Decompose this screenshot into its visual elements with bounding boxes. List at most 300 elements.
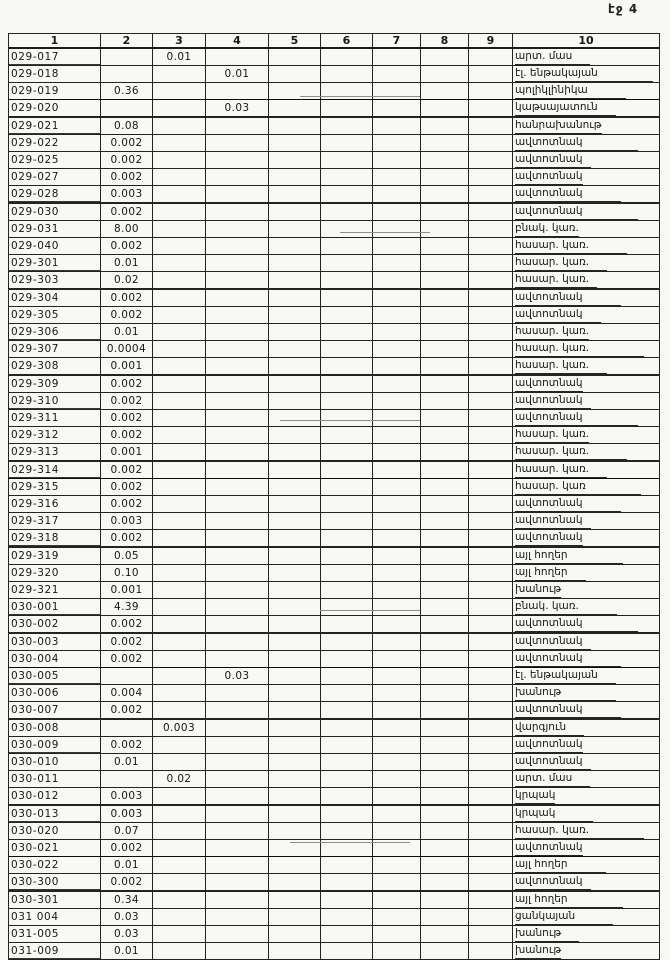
value-col4-cell [206, 788, 269, 806]
table-row [9, 909, 660, 926]
value-col2-cell: 0.03 [101, 909, 153, 926]
land-use-cell [513, 289, 660, 307]
empty-cell [269, 444, 321, 462]
empty-cell [373, 324, 421, 341]
land-use-cell [513, 754, 660, 771]
value-col3-cell [153, 909, 206, 926]
value-col3-cell [153, 307, 206, 324]
land-use-text: խանութ [515, 943, 561, 959]
land-use-cell [513, 48, 660, 66]
value-col3-cell [153, 702, 206, 720]
empty-cell [373, 633, 421, 651]
value-col4-cell [206, 737, 269, 754]
empty-cell [321, 616, 373, 634]
empty-cell [321, 410, 373, 427]
value-col4-cell [206, 307, 269, 324]
empty-cell [321, 238, 373, 255]
table-row [9, 513, 660, 530]
land-use-cell [513, 410, 660, 427]
table-row [9, 410, 660, 427]
value-col2-cell: 0.002 [101, 289, 153, 307]
land-use-cell [513, 823, 660, 840]
parcel-code-cell: 029-319 [9, 547, 101, 565]
land-use-cell [513, 651, 660, 668]
empty-cell [421, 788, 469, 806]
table-row [9, 169, 660, 186]
table-row [9, 823, 660, 840]
empty-cell [373, 547, 421, 565]
value-col3-cell [153, 152, 206, 169]
empty-cell [373, 582, 421, 599]
empty-cell [269, 685, 321, 702]
table-row [9, 805, 660, 823]
value-col4-cell [206, 771, 269, 788]
value-col4-cell [206, 444, 269, 462]
value-col3-cell [153, 169, 206, 186]
empty-cell [373, 375, 421, 393]
value-col3-cell [153, 685, 206, 702]
table-row [9, 238, 660, 255]
empty-cell [269, 307, 321, 324]
column-header: 5 [269, 34, 321, 49]
empty-cell [421, 633, 469, 651]
empty-cell [421, 203, 469, 221]
value-col3-cell [153, 272, 206, 290]
empty-cell [321, 857, 373, 874]
value-col2-cell: 0.003 [101, 186, 153, 204]
empty-cell [469, 341, 513, 358]
value-col3-cell [153, 599, 206, 616]
empty-cell [469, 169, 513, 186]
land-use-text: բնակ. կառ. [515, 599, 617, 615]
empty-cell [373, 737, 421, 754]
empty-cell [321, 788, 373, 806]
empty-cell [321, 479, 373, 496]
empty-cell [373, 891, 421, 909]
value-col2-cell: 0.001 [101, 444, 153, 462]
value-col2-cell: 0.002 [101, 307, 153, 324]
land-use-cell [513, 341, 660, 358]
empty-cell [269, 221, 321, 238]
empty-cell [269, 186, 321, 204]
value-col3-cell [153, 651, 206, 668]
parcel-code-cell: 029-309 [9, 375, 101, 393]
empty-cell [421, 943, 469, 960]
empty-cell [421, 307, 469, 324]
empty-cell [469, 135, 513, 152]
empty-cell [373, 874, 421, 892]
empty-cell [373, 289, 421, 307]
value-col3-cell [153, 823, 206, 840]
empty-cell [469, 530, 513, 548]
value-col3-cell [153, 840, 206, 857]
parcel-code-cell: 030-009 [9, 737, 101, 754]
land-use-cell [513, 788, 660, 806]
value-col4-cell [206, 375, 269, 393]
empty-cell [269, 633, 321, 651]
parcel-code-cell: 031-005 [9, 926, 101, 943]
empty-cell [373, 788, 421, 806]
empty-cell [469, 891, 513, 909]
parcel-code-cell: 029-301 [9, 255, 101, 272]
land-use-cell [513, 530, 660, 548]
empty-cell [421, 66, 469, 83]
land-use-text: այլ հողեր [515, 548, 623, 564]
empty-cell [469, 668, 513, 685]
value-col3-cell: 0.003 [153, 719, 206, 737]
land-use-text: հասար. կառ. [515, 358, 607, 374]
empty-cell [469, 393, 513, 410]
value-col4-cell [206, 186, 269, 204]
empty-cell [421, 513, 469, 530]
land-use-cell [513, 943, 660, 960]
empty-cell [321, 48, 373, 66]
empty-cell [421, 685, 469, 702]
land-use-text: կրպակ [515, 806, 593, 822]
value-col2-cell: 0.03 [101, 926, 153, 943]
empty-cell [373, 135, 421, 152]
land-use-text: ավտոտնակ [515, 496, 621, 512]
value-col2-cell: 0.10 [101, 565, 153, 582]
parcel-code-cell: 030-010 [9, 754, 101, 771]
value-col4-cell [206, 616, 269, 634]
empty-cell [469, 83, 513, 100]
empty-cell [469, 307, 513, 324]
empty-cell [269, 238, 321, 255]
empty-cell [421, 117, 469, 135]
land-use-text: ավտոտնակ [515, 634, 591, 650]
scan-artifact [320, 610, 420, 611]
parcel-code-cell: 029-022 [9, 135, 101, 152]
value-col2-cell: 0.002 [101, 135, 153, 152]
value-col2-cell: 0.01 [101, 754, 153, 771]
empty-cell [469, 599, 513, 616]
value-col3-cell [153, 255, 206, 272]
empty-cell [373, 719, 421, 737]
empty-cell [469, 685, 513, 702]
land-use-cell [513, 891, 660, 909]
empty-cell [269, 582, 321, 599]
column-header: 7 [373, 34, 421, 49]
cadastre-table [8, 33, 660, 960]
table-row [9, 719, 660, 737]
empty-cell [321, 461, 373, 479]
value-col4-cell [206, 203, 269, 221]
land-use-text: ավտոտնակ [515, 393, 591, 409]
parcel-code-cell: 030-005 [9, 668, 101, 685]
page-number-label: էջ 4 [608, 2, 639, 16]
parcel-code-cell: 029-316 [9, 496, 101, 513]
empty-cell [269, 891, 321, 909]
value-col3-cell [153, 83, 206, 100]
value-col3-cell [153, 616, 206, 634]
land-use-cell [513, 324, 660, 341]
parcel-code-cell: 029-307 [9, 341, 101, 358]
value-col4-cell [206, 651, 269, 668]
land-use-text: հասար. կառ. [515, 341, 644, 357]
empty-cell [469, 48, 513, 66]
empty-cell [269, 461, 321, 479]
value-col3-cell [153, 238, 206, 255]
empty-cell [469, 221, 513, 238]
value-col4-cell [206, 135, 269, 152]
land-use-cell [513, 169, 660, 186]
land-use-text: ավտոտնակ [515, 702, 621, 718]
land-use-cell [513, 117, 660, 135]
empty-cell [321, 771, 373, 788]
column-header: 1 [9, 34, 101, 49]
land-use-cell [513, 135, 660, 152]
parcel-code-cell: 030-022 [9, 857, 101, 874]
empty-cell [269, 169, 321, 186]
empty-cell [269, 255, 321, 272]
table-row [9, 117, 660, 135]
scan-artifact [290, 842, 410, 843]
land-use-text: ավտոտնակ [515, 152, 591, 168]
empty-cell [421, 547, 469, 565]
value-col3-cell [153, 341, 206, 358]
empty-cell [469, 805, 513, 823]
empty-cell [421, 702, 469, 720]
value-col2-cell: 0.002 [101, 737, 153, 754]
value-col2-cell [101, 719, 153, 737]
value-col3-cell [153, 479, 206, 496]
land-use-cell [513, 582, 660, 599]
land-use-text: հասար. կառ. [515, 238, 627, 254]
empty-cell [469, 547, 513, 565]
empty-cell [469, 117, 513, 135]
value-col4-cell: 0.01 [206, 66, 269, 83]
parcel-code-cell: 030-006 [9, 685, 101, 702]
parcel-code-cell: 029-318 [9, 530, 101, 548]
empty-cell [421, 771, 469, 788]
value-col3-cell [153, 805, 206, 823]
empty-cell [373, 685, 421, 702]
table-row [9, 926, 660, 943]
land-use-text: խանութ [515, 926, 579, 942]
empty-cell [321, 117, 373, 135]
empty-cell [321, 375, 373, 393]
empty-cell [421, 255, 469, 272]
value-col4-cell [206, 393, 269, 410]
value-col4-cell [206, 358, 269, 376]
empty-cell [421, 100, 469, 118]
empty-cell [421, 479, 469, 496]
table-row [9, 100, 660, 118]
value-col2-cell: 0.002 [101, 633, 153, 651]
value-col2-cell: 0.002 [101, 375, 153, 393]
land-use-text: արտ. մաս [515, 771, 590, 787]
value-col3-cell [153, 410, 206, 427]
empty-cell [469, 651, 513, 668]
empty-cell [421, 444, 469, 462]
empty-cell [469, 375, 513, 393]
land-use-text: ավտոտնակ [515, 651, 621, 667]
land-use-cell [513, 702, 660, 720]
land-use-text: խանութ [515, 685, 616, 701]
value-col4-cell [206, 496, 269, 513]
empty-cell [321, 909, 373, 926]
value-col4-cell [206, 874, 269, 892]
land-use-text: հասար. կառ. [515, 427, 589, 443]
empty-cell [269, 375, 321, 393]
empty-cell [321, 668, 373, 685]
land-use-cell [513, 737, 660, 754]
empty-cell [321, 513, 373, 530]
empty-cell [421, 823, 469, 840]
land-use-text: էլ. ենթակայան [515, 668, 616, 684]
value-col4-cell [206, 943, 269, 960]
land-use-text: հասար. կառ [515, 479, 641, 495]
empty-cell [469, 66, 513, 83]
empty-cell [373, 496, 421, 513]
value-col2-cell: 0.002 [101, 616, 153, 634]
value-col3-cell [153, 565, 206, 582]
empty-cell [321, 100, 373, 118]
table-row [9, 341, 660, 358]
value-col4-cell [206, 599, 269, 616]
land-use-cell [513, 203, 660, 221]
empty-cell [469, 186, 513, 204]
empty-cell [321, 324, 373, 341]
empty-cell [469, 289, 513, 307]
value-col2-cell: 4.39 [101, 599, 153, 616]
value-col2-cell: 0.002 [101, 410, 153, 427]
value-col4-cell [206, 169, 269, 186]
value-col4-cell [206, 324, 269, 341]
land-use-cell [513, 513, 660, 530]
value-col2-cell: 0.002 [101, 840, 153, 857]
empty-cell [469, 737, 513, 754]
land-use-cell [513, 444, 660, 462]
empty-cell [269, 117, 321, 135]
empty-cell [321, 152, 373, 169]
empty-cell [321, 582, 373, 599]
empty-cell [421, 668, 469, 685]
land-use-cell [513, 272, 660, 290]
empty-cell [269, 341, 321, 358]
empty-cell [373, 427, 421, 444]
land-use-cell [513, 221, 660, 238]
column-header: 2 [101, 34, 153, 49]
empty-cell [373, 272, 421, 290]
table-row [9, 685, 660, 702]
value-col3-cell [153, 668, 206, 685]
value-col2-cell: 0.002 [101, 530, 153, 548]
land-use-text: հասար. կառ. [515, 255, 607, 271]
empty-cell [321, 444, 373, 462]
scan-artifact [340, 232, 430, 233]
value-col4-cell [206, 117, 269, 135]
value-col2-cell: 0.002 [101, 238, 153, 255]
parcel-code-cell: 029-313 [9, 444, 101, 462]
column-header: 4 [206, 34, 269, 49]
parcel-code-cell: 030-011 [9, 771, 101, 788]
empty-cell [269, 771, 321, 788]
empty-cell [373, 341, 421, 358]
table-row [9, 393, 660, 410]
empty-cell [469, 444, 513, 462]
column-header: 6 [321, 34, 373, 49]
value-col3-cell [153, 358, 206, 376]
empty-cell [469, 410, 513, 427]
empty-cell [421, 186, 469, 204]
empty-cell [269, 547, 321, 565]
empty-cell [321, 66, 373, 83]
empty-cell [421, 410, 469, 427]
empty-cell [321, 530, 373, 548]
table-row [9, 444, 660, 462]
empty-cell [321, 926, 373, 943]
land-use-cell [513, 840, 660, 857]
empty-cell [321, 599, 373, 616]
parcel-code-cell: 031 004 [9, 909, 101, 926]
value-col2-cell [101, 66, 153, 83]
column-header: 3 [153, 34, 206, 49]
land-use-text: ավտոտնակ [515, 307, 601, 323]
land-use-text: հանրախանութ [515, 118, 602, 134]
empty-cell [469, 324, 513, 341]
empty-cell [269, 203, 321, 221]
value-col2-cell: 0.002 [101, 496, 153, 513]
land-use-text: ավտոտնակ [515, 754, 591, 770]
land-use-cell [513, 547, 660, 565]
empty-cell [421, 427, 469, 444]
land-use-cell [513, 83, 660, 100]
table-row [9, 737, 660, 754]
land-use-text: ավտոտնակ [515, 616, 638, 632]
empty-cell [321, 289, 373, 307]
empty-cell [269, 289, 321, 307]
value-col4-cell [206, 754, 269, 771]
table-row [9, 771, 660, 788]
parcel-code-cell: 029-030 [9, 203, 101, 221]
empty-cell [469, 840, 513, 857]
parcel-code-cell: 030-002 [9, 616, 101, 634]
land-use-cell [513, 616, 660, 634]
value-col3-cell [153, 513, 206, 530]
value-col2-cell: 0.07 [101, 823, 153, 840]
value-col2-cell [101, 100, 153, 118]
empty-cell [373, 479, 421, 496]
table-row [9, 754, 660, 771]
empty-cell [321, 272, 373, 290]
empty-cell [373, 616, 421, 634]
land-use-cell [513, 719, 660, 737]
land-use-cell [513, 857, 660, 874]
land-use-cell [513, 874, 660, 892]
value-col4-cell [206, 685, 269, 702]
empty-cell [321, 341, 373, 358]
land-use-text: այլ հողեր [515, 892, 623, 908]
empty-cell [321, 943, 373, 960]
empty-cell [321, 203, 373, 221]
empty-cell [373, 513, 421, 530]
empty-cell [469, 100, 513, 118]
empty-cell [469, 926, 513, 943]
value-col4-cell [206, 823, 269, 840]
empty-cell [269, 874, 321, 892]
land-use-text: խանութ [515, 582, 561, 598]
empty-cell [321, 393, 373, 410]
land-use-text: հասար. կառ. [515, 272, 597, 288]
empty-cell [421, 221, 469, 238]
table-row [9, 496, 660, 513]
parcel-code-cell: 029-315 [9, 479, 101, 496]
value-col3-cell [153, 754, 206, 771]
table-row [9, 788, 660, 806]
land-use-cell [513, 771, 660, 788]
